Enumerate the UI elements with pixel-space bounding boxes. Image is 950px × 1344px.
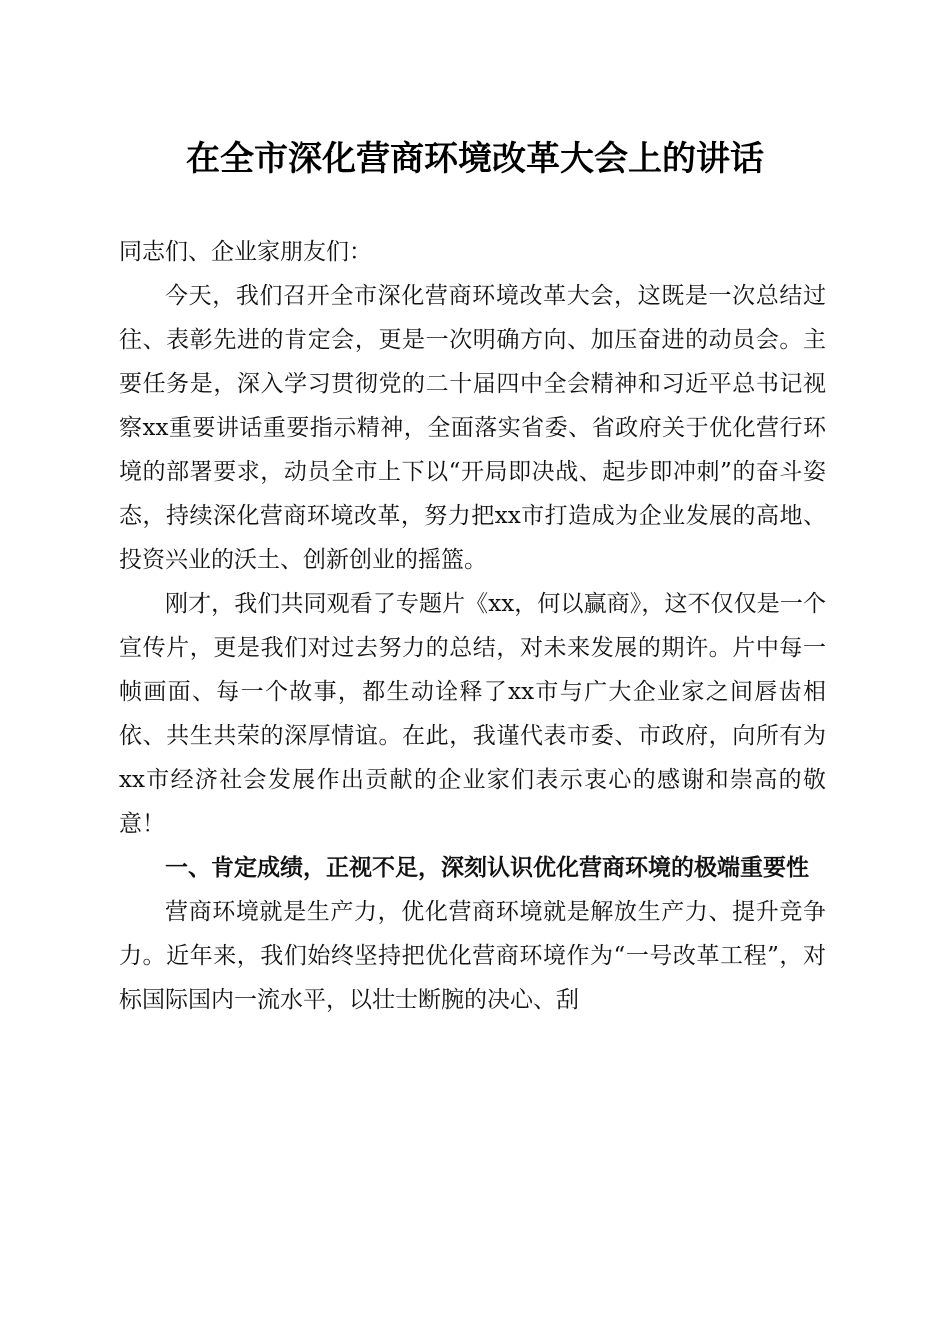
document-title: 在全市深化营商环境改革大会上的讲话 (186, 139, 764, 179)
paragraph-video: 刚才，我们共同观看了专题片《xx，何以赢商》，这不仅仅是一个宣传片，更是我们对过去努力的总结，对未来发展的期许。片中每一帧画面、每一个故事，都生动诠释了xx市与广大企业家之间唇齿相依、共生共荣的深厚情谊。在此，我谨代表市委、市政府，向所有为xx市经济社会发展作出贡献的企业家们表示衷心的感谢和崇高的敬意！ (119, 591, 826, 837)
section-heading: 一、肯定成绩，正视不足，深刻认识优化营商环境的极端重要性 (165, 855, 809, 881)
paragraph-intro: 今天，我们召开全市深化营商环境改革大会，这既是一次总结过往、表彰先进的肯定会，更是一次明确方向、加压奋进的动员会。主要任务是，深入学习贯彻党的二十届四中全会精神和习近平总书记视察xx重要讲话重要指示精神，全面落实省委、省政府关于优化营行环境的部署要求，动员全市上下以“开局即决战、起步即冲刺”的奋斗姿态，持续深化营商环境改革，努力把xx市打造成为企业发展的高地、投资兴业的沃土、创新创业的摇篮。 (119, 283, 826, 573)
document-body (119, 230, 826, 1022)
paragraph-section-one: 营商环境就是生产力，优化营商环境就是解放生产力、提升竞争力。近年来，我们始终坚持把优化营商环境作为“一号改革工程”，对标国际国内一流水平，以壮士断腕的决心、刮 (119, 899, 826, 1013)
salutation: 同志们、企业家朋友们： (119, 239, 372, 265)
